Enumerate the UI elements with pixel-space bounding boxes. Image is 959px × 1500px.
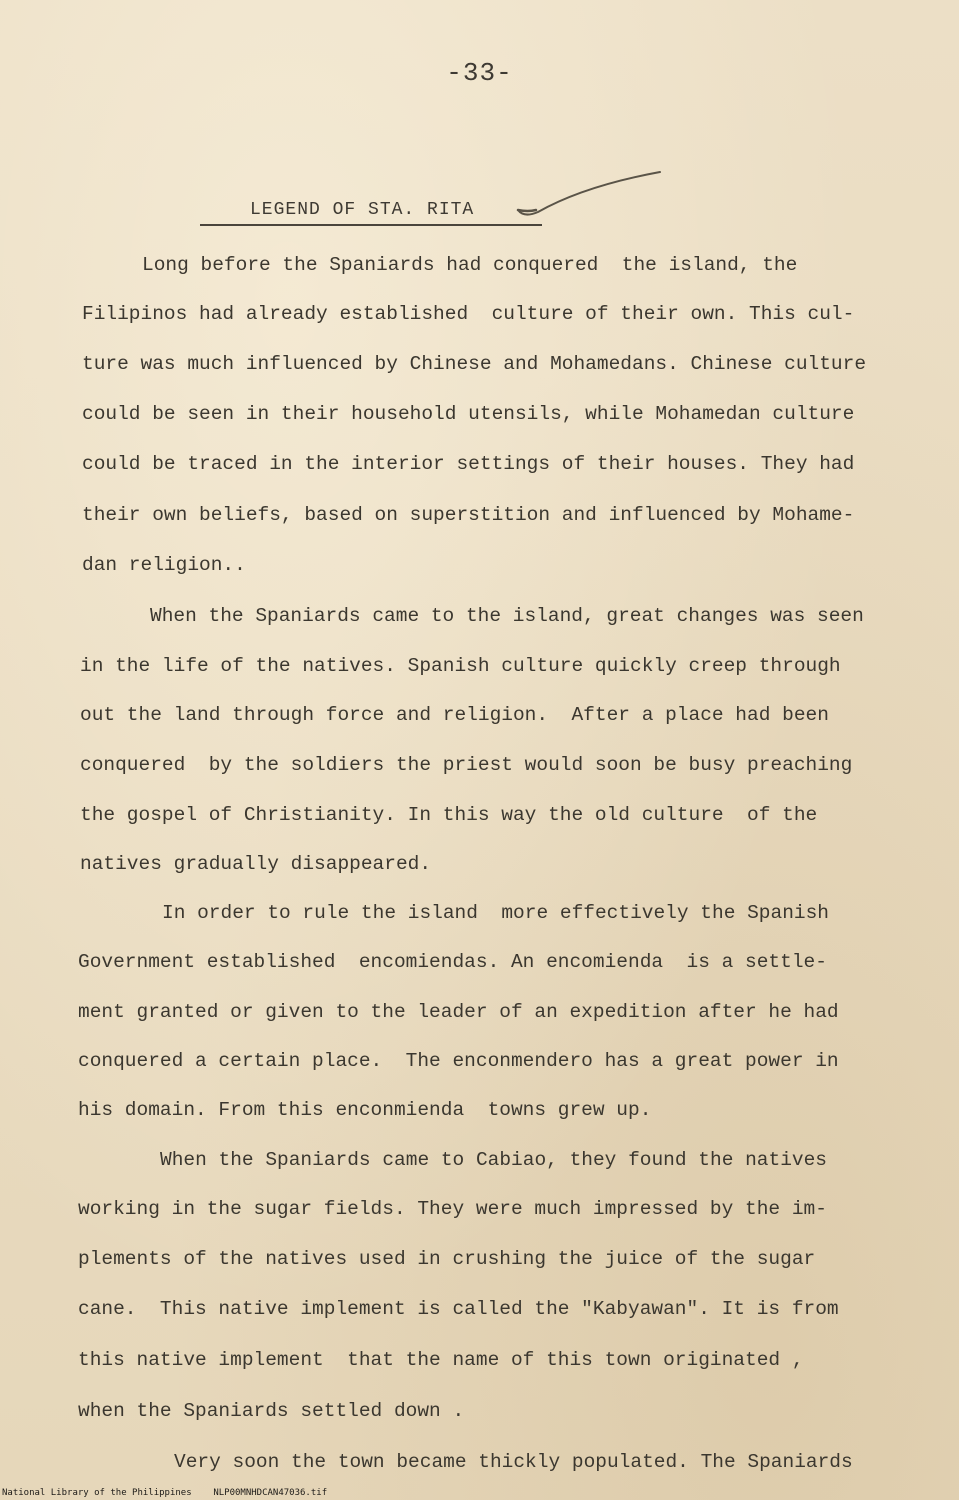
text-line: the gospel of Christianity. In this way the old culture of the [80, 804, 818, 826]
text-line: In order to rule the island more effectively the Spanish [162, 902, 830, 924]
text-line: when the Spaniards settled down . [78, 1400, 465, 1422]
text-line: When the Spaniards came to Cabiao, they found the natives [160, 1149, 828, 1171]
text-line: out the land through force and religion. After a place had been [80, 704, 829, 726]
text-line: Filipinos had already established culture of their own. This cul- [82, 303, 855, 325]
text-line: this native implement that the name of this town originated , [78, 1349, 804, 1371]
text-line: ture was much influenced by Chinese and Mohamedans. Chinese culture [82, 353, 867, 375]
text-line: Very soon the town became thickly populated. The Spaniards [174, 1451, 853, 1473]
document-title: LEGEND OF STA. RITA [250, 200, 475, 220]
text-line: conquered a certain place. The enconmendero has a great power in [78, 1050, 839, 1072]
text-line: plements of the natives used in crushing the juice of the sugar [78, 1248, 816, 1270]
archive-footer: National Library of the Philippines NLP00MNHDCAN47036.tif [2, 1488, 328, 1498]
text-line: conquered by the soldiers the priest would soon be busy preaching [80, 754, 853, 776]
text-line: their own beliefs, based on superstition and influenced by Mohame- [82, 504, 855, 526]
text-line: ment granted or given to the leader of an expedition after he had [78, 1001, 839, 1023]
text-line: could be seen in their household utensils, while Mohamedan culture [82, 403, 855, 425]
text-line: When the Spaniards came to the island, great changes was seen [150, 605, 864, 627]
text-line: in the life of the natives. Spanish culture quickly creep through [80, 655, 841, 677]
page-number: -33- [446, 58, 513, 88]
text-line: could be traced in the interior settings of their houses. They had [82, 453, 855, 475]
text-line: dan religion.. [82, 554, 246, 576]
text-line: Long before the Spaniards had conquered the island, the [142, 254, 798, 276]
text-line: Government established encomiendas. An encomienda is a settle- [78, 951, 827, 973]
text-line: working in the sugar fields. They were much impressed by the im- [78, 1198, 827, 1220]
text-line: natives gradually disappeared. [80, 853, 432, 875]
text-line: his domain. From this enconmienda towns grew up. [78, 1099, 652, 1121]
title-underline [200, 224, 542, 226]
text-line: cane. This native implement is called the "Kabyawan". It is from [78, 1298, 839, 1320]
checkmark-icon [514, 166, 664, 226]
